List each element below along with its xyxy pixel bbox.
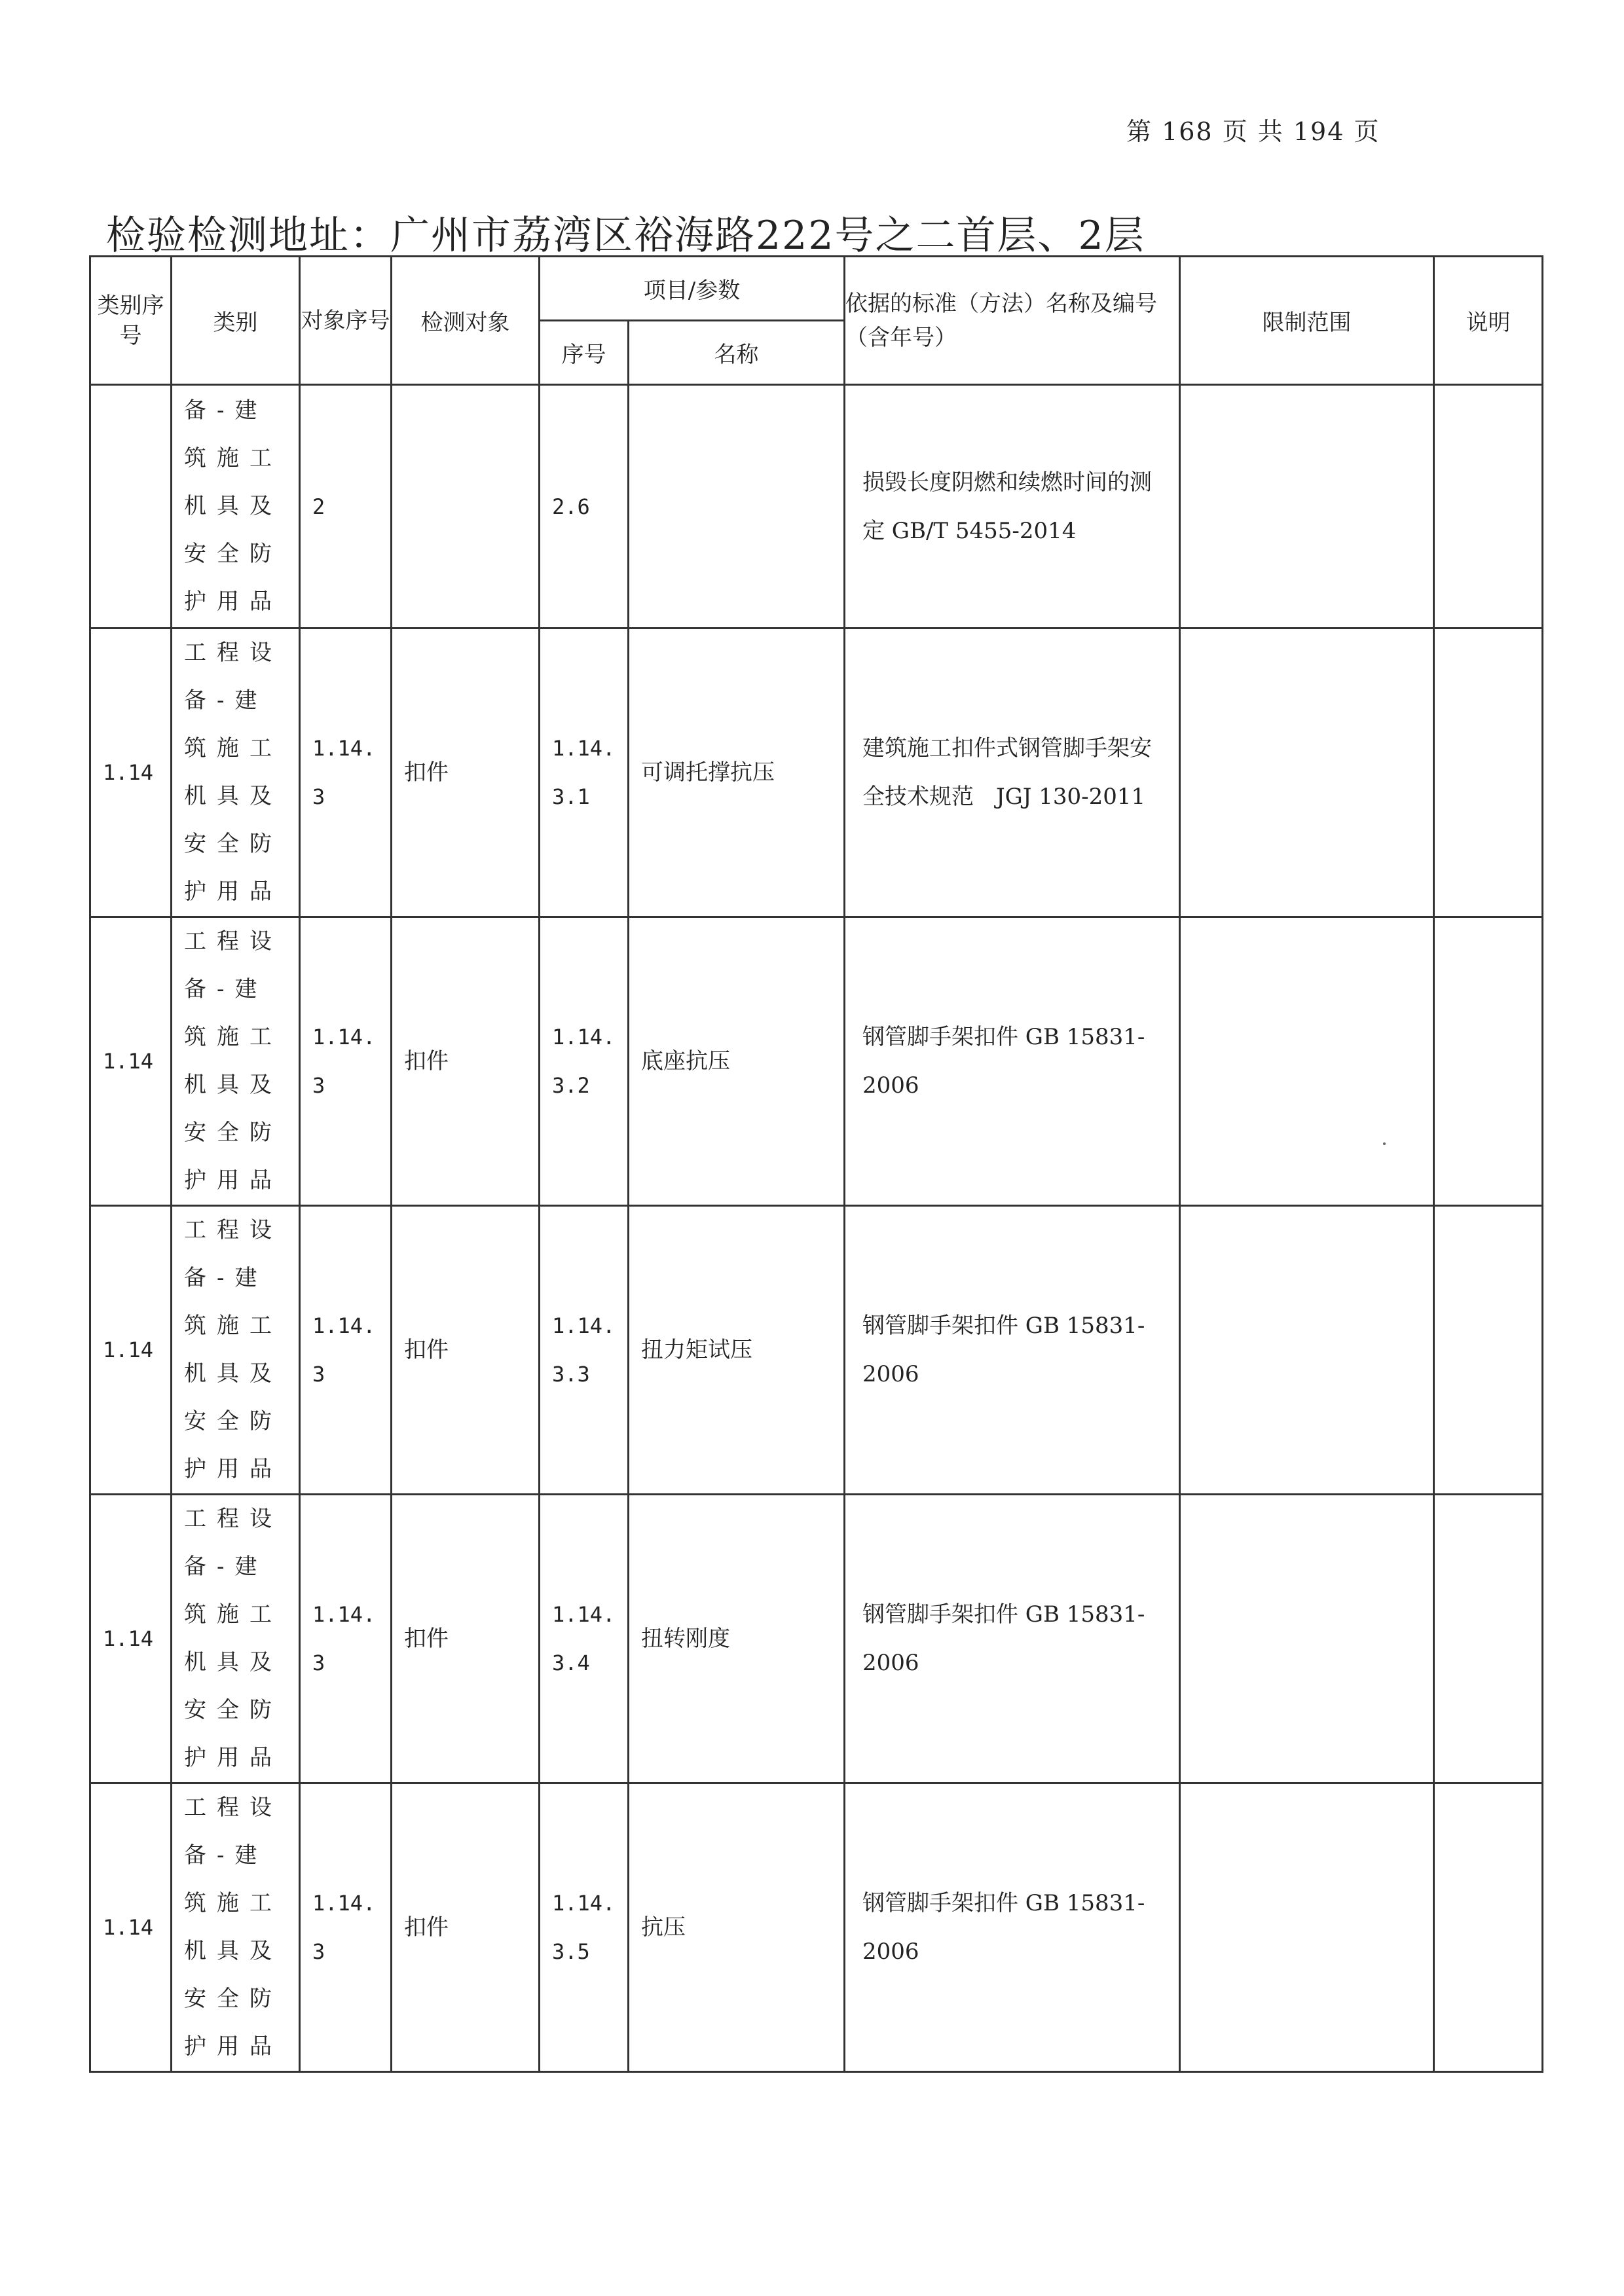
- cell-object-no: 1.14.3: [300, 1206, 392, 1495]
- header-note: 说明: [1434, 257, 1543, 385]
- cell-limit: [1180, 629, 1434, 917]
- scope-table: [89, 255, 1543, 2073]
- cell-category: 工程设备-建筑施工机具及安全防护用品: [172, 917, 300, 1206]
- cell-note: [1434, 1495, 1543, 1783]
- header-object-no: 对象序号: [300, 257, 392, 385]
- cell-category-no: 1.14: [90, 629, 172, 917]
- cell-category-no: [90, 385, 172, 629]
- cell-test-object: [392, 385, 540, 629]
- cell-note: [1434, 385, 1543, 629]
- cell-item-no: 1.14.3.4: [540, 1495, 629, 1783]
- cell-category-no: 1.14: [90, 917, 172, 1206]
- cell-standard: 钢管脚手架扣件 GB 15831-2006: [845, 917, 1180, 1206]
- cell-limit: [1180, 917, 1434, 1206]
- cell-limit: [1180, 1783, 1434, 2072]
- cell-object-no: 1.14.3: [300, 1783, 392, 2072]
- cell-category: 工程设备-建筑施工机具及安全防护用品: [172, 1495, 300, 1783]
- cell-note: [1434, 1206, 1543, 1495]
- cell-note: [1434, 917, 1543, 1206]
- cell-category: 工程设备-建筑施工机具及安全防护用品: [172, 629, 300, 917]
- table-row: [90, 385, 1543, 629]
- cell-limit: [1180, 385, 1434, 629]
- cell-limit: [1180, 1495, 1434, 1783]
- header-limit: 限制范围: [1180, 257, 1434, 385]
- cell-object-no: 1.14.3: [300, 629, 392, 917]
- cell-category-no: 1.14: [90, 1495, 172, 1783]
- cell-item-no: 2.6: [540, 385, 629, 629]
- cell-item-no: 1.14.3.5: [540, 1783, 629, 2072]
- page-title: 检验检测地址：广州市荔湾区裕海路222号之二首层、2层: [106, 213, 1145, 259]
- cell-category: 工程设备-建筑施工机具及安全防护用品: [172, 1206, 300, 1495]
- cell-note: [1434, 629, 1543, 917]
- cell-item-name: [629, 385, 845, 629]
- cell-item-name: 抗压: [629, 1783, 845, 2072]
- cell-standard: 损毁长度阴燃和续燃时间的测定 GB/T 5455-2014: [845, 385, 1180, 629]
- cell-test-object: 扣件: [392, 1495, 540, 1783]
- cell-item-no: 1.14.3.3: [540, 1206, 629, 1495]
- header-standard: 依据的标准（方法）名称及编号（含年号）: [845, 257, 1180, 385]
- cell-standard: 建筑施工扣件式钢管脚手架安全技术规范 JGJ 130-2011: [845, 629, 1180, 917]
- cell-test-object: 扣件: [392, 1783, 540, 2072]
- cell-standard: 钢管脚手架扣件 GB 15831-2006: [845, 1495, 1180, 1783]
- cell-test-object: 扣件: [392, 1206, 540, 1495]
- table-row: [90, 1495, 1543, 1783]
- table-row: [90, 629, 1543, 917]
- cell-item-name: 可调托撑抗压: [629, 629, 845, 917]
- cell-category: 备-建筑施工机具及安全防护用品: [172, 385, 300, 629]
- cell-item-no: 1.14.3.1: [540, 629, 629, 917]
- cell-item-name: 扭力矩试压: [629, 1206, 845, 1495]
- cell-limit: [1180, 1206, 1434, 1495]
- header-item-param: 项目/参数: [540, 257, 845, 321]
- header-test-object: 检测对象: [392, 257, 540, 385]
- cell-test-object: 扣件: [392, 629, 540, 917]
- cell-object-no: 2: [300, 385, 392, 629]
- header-item-no: 序号: [540, 321, 629, 385]
- cell-test-object: 扣件: [392, 917, 540, 1206]
- cell-item-name: 底座抗压: [629, 917, 845, 1206]
- table-row: [90, 917, 1543, 1206]
- cell-category-no: 1.14: [90, 1206, 172, 1495]
- cell-object-no: 1.14.3: [300, 917, 392, 1206]
- header-item-name: 名称: [629, 321, 845, 385]
- table-row: [90, 1206, 1543, 1495]
- cell-category: 工程设备-建筑施工机具及安全防护用品: [172, 1783, 300, 2072]
- cell-standard: 钢管脚手架扣件 GB 15831-2006: [845, 1783, 1180, 2072]
- cell-standard: 钢管脚手架扣件 GB 15831-2006: [845, 1206, 1180, 1495]
- header-category-no: 类别序号: [90, 257, 172, 385]
- cell-category-no: 1.14: [90, 1783, 172, 2072]
- cell-item-name: 扭转刚度: [629, 1495, 845, 1783]
- cell-object-no: 1.14.3: [300, 1495, 392, 1783]
- scan-speck: [1383, 1142, 1386, 1145]
- table-row: [90, 1783, 1543, 2072]
- page-number: 第 168 页 共 194 页: [1126, 117, 1380, 146]
- cell-item-no: 1.14.3.2: [540, 917, 629, 1206]
- cell-note: [1434, 1783, 1543, 2072]
- header-category: 类别: [172, 257, 300, 385]
